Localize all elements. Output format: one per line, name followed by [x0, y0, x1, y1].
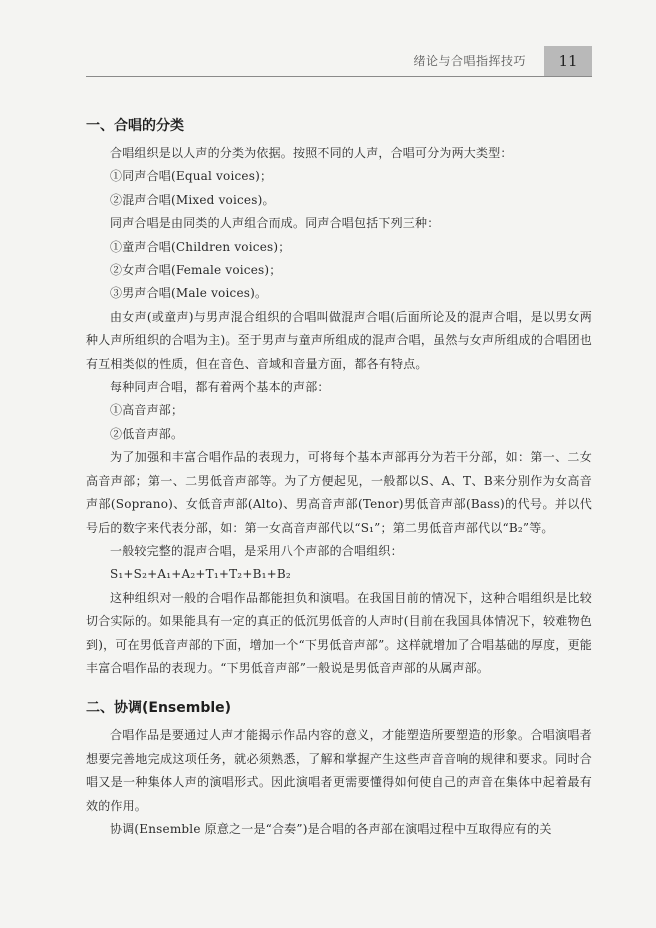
list-item: ②低音声部。	[110, 426, 184, 441]
list-item: ③男声合唱(Male voices)。	[110, 286, 268, 301]
paragraph: 这种组织对一般的合唱作品都能担负和演唱。在我国目前的情况下，这种合唱组织是比较切合实际的。如果能具有一定的真正的低沉男低音的人声时(目前在我国具体情况下，较难物色到)，可在男低音声部的下面，增加一个“下男低音声部”。这样就增加了合唱基础的厚度，更能丰富合唱作品的表现力。“下男低音声部”一般说是男低音声部的从属声部。	[86, 590, 592, 675]
section-heading-ensemble: 二、协调(Ensemble)	[86, 700, 232, 717]
paragraph: 协调(Ensemble 原意之一是“合奏”)是合唱的各声部在演唱过程中互取得应有的关	[110, 821, 552, 836]
page-body	[86, 114, 592, 841]
list-item: ①童声合唱(Children voices)；	[110, 239, 291, 254]
running-title: 绪论与合唱指挥技巧	[413, 54, 526, 68]
paragraph: 合唱作品是要通过人声才能揭示作品内容的意义，才能塑造所要塑造的形象。合唱演唱者想要完善地完成这项任务，就必须熟悉，了解和掌握产生这些声音音响的规律和要求。同时合唱又是一种集体人声的演唱形式。因此演唱者更需要懂得如何使自己的声音在集体中起着最有效的作用。	[86, 728, 592, 813]
list-item: ②混声合唱(Mixed voices)。	[110, 192, 275, 207]
formula: S₁+S₂+A₁+A₂+T₁+T₂+B₁+B₂	[110, 567, 291, 582]
paragraph: 一般较完整的混声合唱，是采用八个声部的合唱组织：	[110, 543, 403, 558]
page-number: 11	[544, 46, 592, 76]
paragraph: 为了加强和丰富合唱作品的表现力，可将每个基本声部再分为若干分部，如：第一、二女高音声部；第一、二男低音声部等。为了方便起见，一般都以S、A、T、B来分别作为女高音声部(Soprano)、女低音声部(Alto)、男高音声部(Tenor)男低音声部(Bass)的代号。并以代号后的数字来代表分部，如：第一女高音声部代以“S₁”；第二男低音声部代以“B₂”等。	[86, 450, 592, 535]
list-item: ①高音声部；	[110, 403, 184, 418]
list-item: ①同声合唱(Equal voices)；	[110, 169, 273, 184]
list-item: ②女声合唱(Female voices)；	[110, 263, 282, 278]
paragraph: 合唱组织是以人声的分类为依据。按照不同的人声，合唱可分为两大类型：	[110, 146, 513, 160]
paragraph: 由女声(或童声)与男声混合组织的合唱叫做混声合唱(后面所论及的混声合唱，是以男女两种人声所组织的合唱为主)。至于男声与童声所组成的混声合唱，虽然与女声所组成的合唱团也有互相类似的性质，但在音色、音域和音量方面，都各有特点。	[86, 309, 592, 371]
paragraph: 同声合唱是由同类的人声组合而成。同声合唱包括下列三种：	[110, 216, 440, 231]
paragraph: 每种同声合唱，都有着两个基本的声部：	[110, 380, 330, 395]
page-header	[86, 46, 592, 77]
section-heading-classification: 一、合唱的分类	[86, 118, 184, 134]
